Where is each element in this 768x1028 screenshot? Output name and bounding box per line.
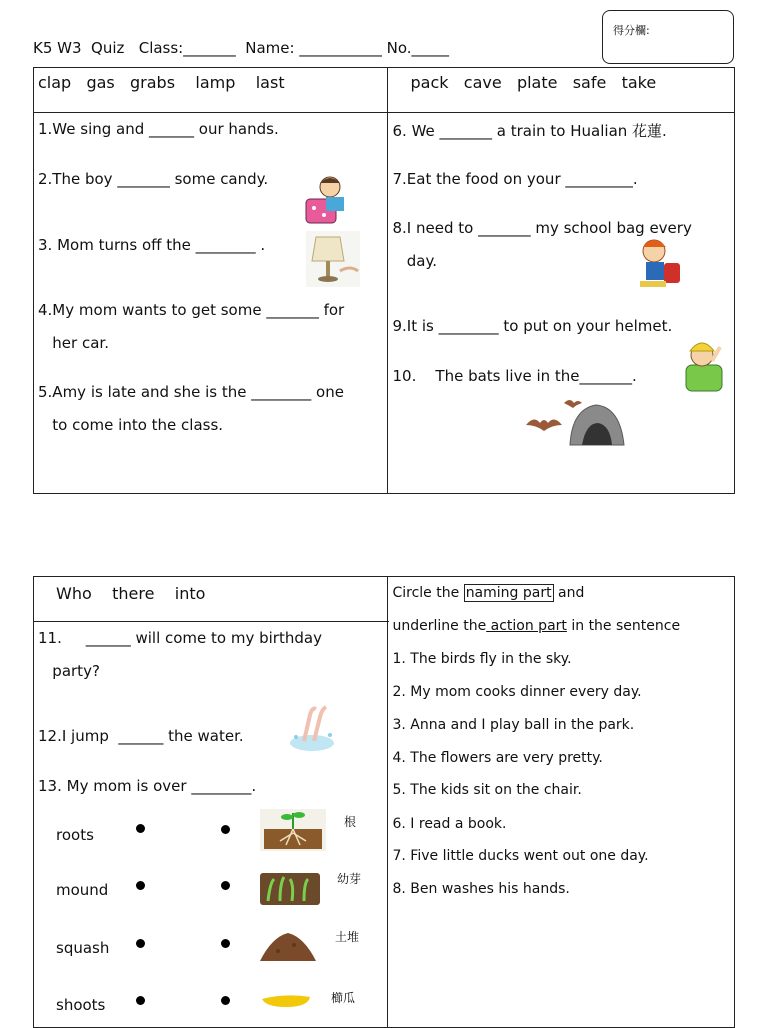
roots-picture: [260, 809, 326, 851]
instructions-line-2: [392, 618, 680, 634]
match-dot-left-2[interactable]: [136, 881, 145, 890]
match-dot-right-4[interactable]: [221, 996, 230, 1005]
question-11-cont: party?: [38, 662, 100, 680]
question-5: 5.Amy is late and she is the ________ one: [38, 383, 344, 401]
hanzi-squash: 櫛瓜: [331, 991, 356, 1005]
score-label: 得分欄:: [613, 24, 650, 37]
question-8: 8.I need to _______ my school bag every: [392, 219, 692, 237]
match-dot-left-4[interactable]: [136, 996, 145, 1005]
match-dot-right-1[interactable]: [221, 825, 230, 834]
instructions-line-1: [392, 585, 584, 601]
word-bank-right-cell: [388, 68, 735, 113]
instructions-text-4: in the sentence: [566, 618, 681, 634]
sentence-6: 6. I read a book.: [392, 816, 507, 832]
hanzi-roots: 根: [344, 815, 357, 829]
match-dot-left-1[interactable]: [136, 824, 145, 833]
boy-schoolbag-picture: [638, 237, 686, 293]
boy-candy-picture: [304, 173, 350, 227]
word-bank-divider: [34, 621, 389, 622]
action-part-label: action part: [486, 618, 567, 634]
helmet-person-picture: [682, 335, 726, 393]
match-word-squash: squash: [56, 939, 110, 957]
shoots-picture: [260, 873, 320, 905]
match-word-shoots: shoots: [56, 996, 106, 1014]
squash-picture: [260, 991, 312, 1011]
question-10: 10. The bats live in the_______.: [392, 367, 637, 385]
bats-cave-picture: [524, 395, 626, 447]
sentence-1: 1. The birds fly in the sky.: [392, 651, 572, 667]
word-bank-right: pack cave plate safe take: [410, 73, 657, 92]
question-11: 11. ______ will come to my birthday: [38, 629, 322, 647]
question-6: 6. We _______ a train to Hualian 花蓮.: [392, 122, 667, 140]
questions-right-cell: [388, 113, 735, 494]
naming-part-label: naming part: [465, 585, 552, 601]
match-dot-right-2[interactable]: [221, 881, 230, 890]
questions-left-cell: [34, 113, 388, 494]
sentence-4: 4. The flowers are very pretty.: [392, 750, 603, 766]
question-12: 12.I jump ______ the water.: [38, 727, 244, 745]
match-word-mound: mound: [56, 881, 109, 899]
question-1: 1.We sing and ______ our hands.: [38, 120, 279, 138]
sentence-2: 2. My mom cooks dinner every day.: [392, 684, 642, 700]
question-5-cont: to come into the class.: [38, 416, 224, 434]
mound-picture: [258, 927, 318, 963]
vocab-table-2: [33, 576, 735, 1028]
hanzi-mound: 土堆: [335, 930, 360, 944]
section2-left-cell: [34, 577, 388, 1028]
question-2: 2.The boy _______ some candy.: [38, 170, 269, 188]
instructions-text-2: and: [553, 585, 585, 601]
question-4: 4.My mom wants to get some _______ for: [38, 301, 345, 319]
instructions-text-1: Circle the: [392, 585, 464, 601]
section2-right-cell: [388, 577, 735, 1028]
match-word-roots: roots: [56, 826, 94, 844]
question-9: 9.It is ________ to put on your helmet.: [392, 317, 673, 335]
question-4-cont: her car.: [38, 334, 109, 352]
sentence-7: 7. Five little ducks went out one day.: [392, 848, 649, 864]
question-8-cont: day.: [392, 252, 438, 270]
word-bank-2: Who there into: [56, 584, 206, 603]
lamp-picture: [306, 231, 360, 287]
match-dot-left-3[interactable]: [136, 939, 145, 948]
sentence-8: 8. Ben washes his hands.: [392, 881, 570, 897]
vocab-table-1: [33, 67, 735, 494]
quiz-header: K5 W3 Quiz Class:_______ Name: ___________ No._____: [33, 39, 450, 57]
instructions-text-3: underline the: [392, 618, 487, 634]
question-3: 3. Mom turns off the ________ .: [38, 236, 266, 254]
word-bank-left-cell: [34, 68, 388, 113]
sentence-5: 5. The kids sit on the chair.: [392, 782, 582, 798]
question-13: 13. My mom is over ________.: [38, 777, 257, 795]
hanzi-shoots: 幼芽: [337, 872, 362, 886]
word-bank-left: clap gas grabs lamp last: [38, 73, 285, 92]
jump-water-picture: [286, 701, 338, 753]
sentence-3: 3. Anna and I play ball in the park.: [392, 717, 635, 733]
question-7: 7.Eat the food on your _________.: [392, 170, 638, 188]
match-dot-right-3[interactable]: [221, 939, 230, 948]
